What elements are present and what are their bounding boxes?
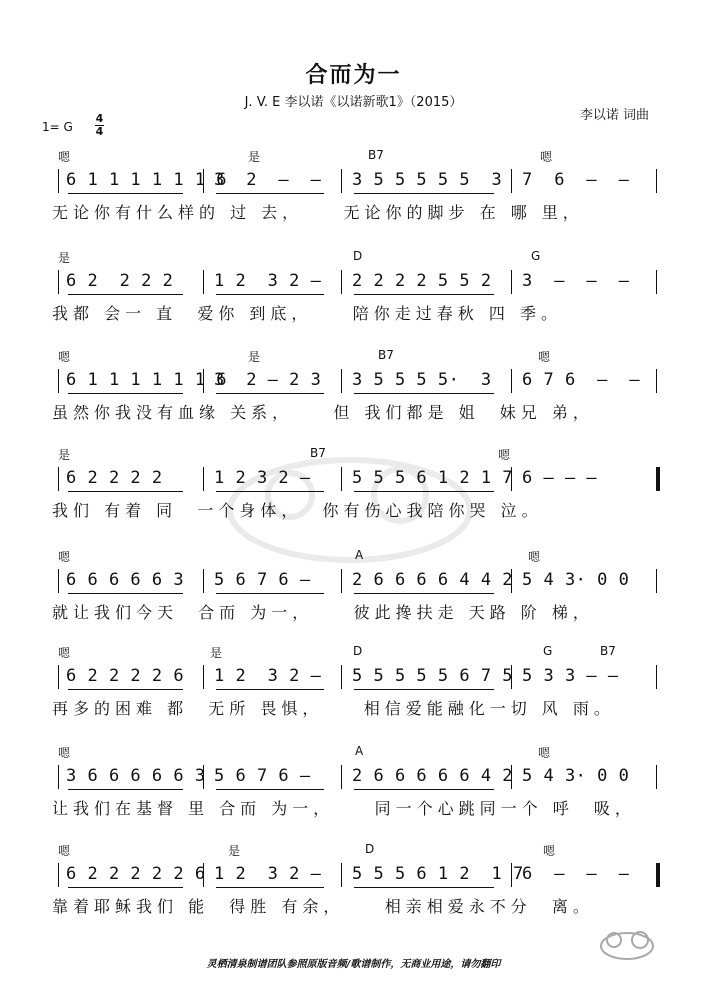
lyrics-line: 就让我们今天 合而 为一， 彼此搀扶走 天路 阶 梯， bbox=[52, 603, 594, 622]
beam-line bbox=[68, 689, 183, 690]
chord-row bbox=[58, 348, 658, 366]
barline bbox=[58, 169, 59, 193]
lyrics-line: 无论你有什么样的 过 去， 无论你的脚步 在 哪 里， bbox=[52, 203, 584, 222]
chord-row bbox=[58, 842, 658, 860]
lyrics-line: 靠着耶稣我们 能 得胜 有余， 相亲相爱永不分 离。 bbox=[52, 897, 594, 916]
chord-label: A bbox=[355, 744, 364, 758]
barline bbox=[511, 169, 512, 193]
notes-row bbox=[58, 662, 658, 690]
barline bbox=[58, 765, 59, 789]
chord-row bbox=[58, 446, 658, 464]
chord-label: 嗯 bbox=[538, 746, 551, 760]
notes-row bbox=[58, 860, 658, 888]
beam-line bbox=[354, 294, 494, 295]
chord-label: 嗯 bbox=[538, 350, 551, 364]
measure: 6 6 6 6 6 3 bbox=[66, 570, 185, 590]
notes-row bbox=[58, 762, 658, 790]
chord-label: 是 bbox=[248, 350, 261, 364]
chord-row bbox=[58, 148, 658, 166]
measure: 2 2 2 2 5 5 2 bbox=[352, 271, 492, 291]
beam-line bbox=[68, 887, 183, 888]
measure: 1 2 3 2 – bbox=[214, 864, 322, 884]
barline bbox=[656, 569, 657, 593]
chord-row bbox=[58, 249, 658, 267]
measure: 5 4 3· 0 0 bbox=[522, 766, 630, 786]
measure: 6 – – – bbox=[522, 864, 630, 884]
score-system bbox=[52, 148, 658, 238]
chord-label: 嗯 bbox=[528, 550, 541, 564]
key-signature: 1= G bbox=[42, 120, 73, 134]
score-system bbox=[52, 548, 658, 638]
beam-line bbox=[68, 294, 183, 295]
chord-label: D bbox=[353, 249, 363, 263]
measure: 3 5 5 5 5 5 3 bbox=[352, 170, 503, 190]
beam-line bbox=[354, 887, 494, 888]
lyrics-line: 再多的困难 都 无所 畏惧， 相信爱能融化一切 风 雨。 bbox=[52, 699, 615, 718]
beam-line bbox=[68, 491, 183, 492]
chord-label: B7 bbox=[368, 148, 384, 162]
chord-label: 是 bbox=[58, 448, 71, 462]
chord-label: G bbox=[543, 644, 553, 658]
chord-label: B7 bbox=[310, 446, 326, 460]
beam-line bbox=[354, 193, 494, 194]
measure: 6 2 2 2 2 6 bbox=[66, 666, 185, 686]
measure: 7 6 – – bbox=[522, 170, 630, 190]
measure: 5 6 7 6 – bbox=[214, 766, 311, 786]
notes-row bbox=[58, 366, 658, 394]
lyrics-line: 我都 会一 直 爱你 到底， 陪你走过春秋 四 季。 bbox=[52, 304, 562, 323]
chord-label: 嗯 bbox=[58, 844, 71, 858]
beam-line bbox=[354, 393, 494, 394]
barline bbox=[656, 665, 657, 689]
barline bbox=[656, 369, 657, 393]
score-system bbox=[52, 348, 658, 438]
beam-line bbox=[216, 789, 324, 790]
footer-credit: 灵栖清泉制谱团队参照原版音频/歌谱制作，无商业用途，请勿翻印 bbox=[206, 959, 501, 970]
barline bbox=[656, 863, 660, 887]
chord-label: B7 bbox=[378, 348, 394, 362]
chord-label: 是 bbox=[228, 844, 241, 858]
measure: 3 2 – – bbox=[214, 170, 322, 190]
score-system bbox=[52, 744, 658, 834]
beam-line bbox=[354, 789, 494, 790]
measure: 2 6 6 6 6 4 4 2 bbox=[352, 570, 514, 590]
barline bbox=[656, 765, 657, 789]
beam-line bbox=[354, 689, 494, 690]
barline bbox=[341, 467, 342, 491]
measure: 5 5 5 6 1 2 1 7 bbox=[352, 468, 514, 488]
barline bbox=[203, 270, 204, 294]
barline bbox=[203, 467, 204, 491]
chord-label: D bbox=[353, 644, 363, 658]
barline bbox=[341, 270, 342, 294]
beam-line bbox=[216, 689, 324, 690]
measure: 5 6 7 6 – bbox=[214, 570, 311, 590]
measure: 1 2 3 2 – bbox=[214, 666, 322, 686]
chord-label: 是 bbox=[58, 251, 71, 265]
chord-label: 嗯 bbox=[540, 150, 553, 164]
score-system bbox=[52, 249, 658, 339]
beam-line bbox=[68, 593, 183, 594]
measure: 6 1 1 1 1 1 1 6 bbox=[66, 170, 228, 190]
beam-line bbox=[216, 294, 324, 295]
measure: 6 – – – bbox=[522, 468, 598, 488]
barline bbox=[58, 467, 59, 491]
barline bbox=[58, 665, 59, 689]
barline bbox=[58, 863, 59, 887]
chord-label: B7 bbox=[600, 644, 616, 658]
barline bbox=[58, 569, 59, 593]
chord-label: 嗯 bbox=[58, 746, 71, 760]
time-signature-top: 4 bbox=[95, 112, 104, 125]
chord-row bbox=[58, 548, 658, 566]
barline bbox=[341, 369, 342, 393]
measure: 3 – – – bbox=[522, 271, 630, 291]
notes-row bbox=[58, 166, 658, 194]
barline bbox=[203, 569, 204, 593]
measure: 5 5 5 5 5 6 7 5 bbox=[352, 666, 514, 686]
barline bbox=[511, 369, 512, 393]
chord-label: 是 bbox=[248, 150, 261, 164]
barline bbox=[341, 665, 342, 689]
barline bbox=[511, 270, 512, 294]
chord-label: A bbox=[355, 548, 364, 562]
measure: 3 6 6 6 6 6 3 bbox=[66, 766, 206, 786]
barline bbox=[656, 169, 657, 193]
beam-line bbox=[68, 789, 183, 790]
score-system bbox=[52, 842, 658, 932]
score-system bbox=[52, 446, 658, 536]
chord-row bbox=[58, 644, 658, 662]
barline bbox=[656, 270, 657, 294]
chord-label: 嗯 bbox=[498, 448, 511, 462]
measure: 1 2 3 2 – bbox=[214, 271, 322, 291]
chord-label: D bbox=[365, 842, 375, 856]
beam-line bbox=[216, 887, 324, 888]
song-subtitle: J. V. E 李以诺《以诺新歌1》（2015） bbox=[244, 95, 463, 110]
time-signature bbox=[95, 114, 104, 137]
measure: 5 3 3 – – bbox=[522, 666, 619, 686]
barline bbox=[341, 169, 342, 193]
barline bbox=[58, 270, 59, 294]
measure: 3 2 – 2 3 bbox=[214, 370, 322, 390]
barline bbox=[656, 467, 660, 491]
measure: 6 2 2 2 2 2 6 bbox=[66, 864, 206, 884]
measure: 6 2 2 2 2 bbox=[66, 271, 174, 291]
chord-label: G bbox=[531, 249, 541, 263]
score-system bbox=[52, 644, 658, 734]
barline bbox=[203, 665, 204, 689]
measure: 6 7 6 – – bbox=[522, 370, 641, 390]
time-signature-bottom: 4 bbox=[95, 125, 104, 138]
beam-line bbox=[68, 393, 183, 394]
chord-row bbox=[58, 744, 658, 762]
barline bbox=[341, 569, 342, 593]
measure: 3 5 5 5 5· 3 bbox=[352, 370, 492, 390]
measure: 6 1 1 1 1 1 1 6 bbox=[66, 370, 228, 390]
chord-label: 嗯 bbox=[58, 646, 71, 660]
lyrics-line: 让我们在基督 里 合而 为一， 同一个心跳同一个 呼 吸， bbox=[52, 799, 636, 818]
song-title: 合而为一 bbox=[305, 63, 402, 88]
beam-line bbox=[216, 393, 324, 394]
composer-credit: 李以诺 词曲 bbox=[579, 108, 649, 123]
notes-row bbox=[58, 566, 658, 594]
measure: 5 4 3· 0 0 bbox=[522, 570, 630, 590]
notes-row bbox=[58, 464, 658, 492]
beam-line bbox=[354, 593, 494, 594]
beam-line bbox=[216, 193, 324, 194]
chord-label: 是 bbox=[210, 646, 223, 660]
beam-line bbox=[68, 193, 183, 194]
chord-label: 嗯 bbox=[58, 350, 71, 364]
barline bbox=[341, 863, 342, 887]
barline bbox=[58, 369, 59, 393]
measure: 5 5 5 6 1 2 1 7 bbox=[352, 864, 524, 884]
measure: 1 2 3 2 – bbox=[214, 468, 311, 488]
lyrics-line: 虽然你我没有血缘 关系， 但 我们都是 姐 妹兄 弟， bbox=[52, 403, 594, 422]
chord-label: 嗯 bbox=[58, 150, 71, 164]
beam-line bbox=[216, 491, 324, 492]
beam-line bbox=[354, 491, 494, 492]
lyrics-line: 我们 有着 同 一个身体， 你有伤心我陪你哭 泣。 bbox=[52, 501, 543, 520]
measure: 2 6 6 6 6 6 4 2 bbox=[352, 766, 514, 786]
barline bbox=[341, 765, 342, 789]
chord-label: 嗯 bbox=[543, 844, 556, 858]
measure: 6 2 2 2 2 bbox=[66, 468, 163, 488]
notes-row bbox=[58, 267, 658, 295]
chord-label: 嗯 bbox=[58, 550, 71, 564]
beam-line bbox=[216, 593, 324, 594]
